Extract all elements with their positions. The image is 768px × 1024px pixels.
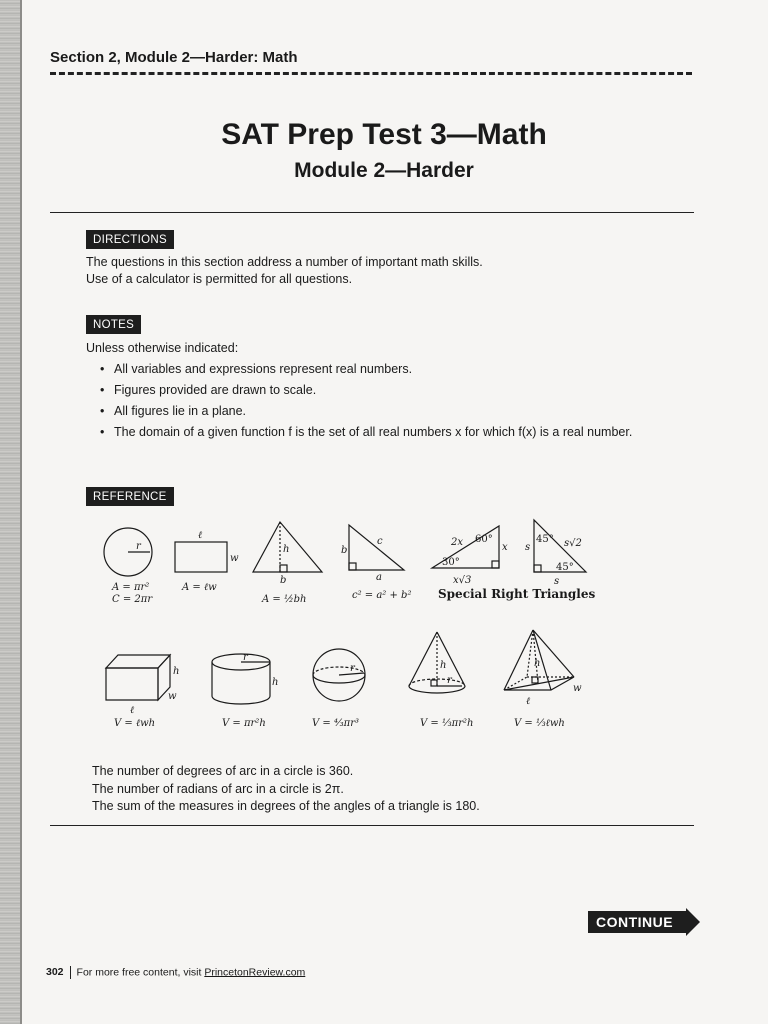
footer-link[interactable]: PrincetonReview.com bbox=[204, 966, 306, 979]
top-rule bbox=[50, 212, 694, 213]
box-volume-formula: V = ℓwh bbox=[114, 718, 156, 729]
tri-area-formula: A = ½bh bbox=[262, 594, 307, 605]
pyramid-volume-formula: V = ⅓ℓwh bbox=[514, 718, 565, 729]
note-item: • All variables and expressions represent real numbers. bbox=[100, 361, 634, 378]
page-subtitle: Module 2—Harder bbox=[294, 159, 474, 182]
rect-area-formula: A = ℓw bbox=[182, 582, 217, 593]
rt-a-label: a bbox=[376, 572, 382, 583]
special-triangles-label: Special Right Triangles bbox=[438, 587, 596, 601]
sphere-figure bbox=[313, 649, 365, 701]
notes-tag: NOTES bbox=[86, 315, 141, 334]
tri45-45-bottom-label: 45° bbox=[556, 562, 574, 573]
rt-c-label: c bbox=[377, 536, 383, 547]
tri45-s-label: s bbox=[525, 542, 531, 553]
tri45-45-top-label: 45° bbox=[536, 534, 554, 545]
note-item: • Figures provided are drawn to scale. bbox=[100, 382, 634, 399]
continue-button[interactable] bbox=[588, 908, 700, 936]
directions-line-1: The questions in this section address a number of important math skills. bbox=[86, 255, 483, 269]
continue-label: CONTINUE bbox=[596, 914, 674, 930]
tri30-x-label: x bbox=[502, 542, 508, 553]
tri-h-label: h bbox=[283, 544, 290, 555]
rect-l-label: ℓ bbox=[198, 530, 203, 541]
page-number: 302 bbox=[46, 966, 64, 979]
cone-r-label: r bbox=[447, 675, 452, 686]
rt-b-label: b bbox=[341, 545, 348, 556]
page-footer bbox=[46, 966, 305, 979]
directions-line-2: Use of a calculator is permitted for all questions. bbox=[86, 272, 353, 286]
tri30-60-label: 60° bbox=[475, 534, 493, 545]
circle-circumference-formula: C = 2πr bbox=[112, 594, 153, 605]
note-item: • The domain of a given function f is the set of all real numbers x for which f(x) is a real number. bbox=[100, 424, 634, 441]
fact-line: The number of radians of arc in a circle is 2π. bbox=[92, 781, 344, 796]
circle-r-label: r bbox=[136, 541, 141, 552]
right-triangle-figure bbox=[349, 525, 404, 570]
cone-figure bbox=[409, 632, 465, 693]
sphere-volume-formula: V = ⁴⁄₃πr³ bbox=[312, 718, 360, 729]
section-header: Section 2, Module 2—Harder: Math bbox=[50, 49, 298, 66]
tri45-sroot2-label: s√2 bbox=[564, 538, 582, 549]
fact-line: The number of degrees of arc in a circle is 360. bbox=[92, 764, 354, 778]
fact-line: The sum of the measures in degrees of the angles of a triangle is 180. bbox=[92, 799, 480, 813]
cylinder-figure bbox=[212, 654, 270, 704]
box-l-label: ℓ bbox=[130, 705, 135, 716]
notes-intro: Unless otherwise indicated: bbox=[86, 341, 239, 355]
box-h-label: h bbox=[173, 666, 180, 677]
notes-list bbox=[100, 361, 634, 445]
cylinder-volume-formula: V = πr²h bbox=[222, 718, 266, 729]
rect-w-label: w bbox=[230, 553, 239, 564]
tri30-xroot3-label: x√3 bbox=[453, 575, 472, 586]
box-figure bbox=[106, 655, 170, 700]
reference-facts bbox=[92, 763, 480, 816]
header-dashed-divider bbox=[50, 72, 692, 75]
note-item: • All figures lie in a plane. bbox=[100, 403, 634, 420]
tri45-s-bottom-label: s bbox=[554, 576, 560, 587]
page-title: SAT Prep Test 3—Math bbox=[221, 118, 547, 151]
pyr-l-label: ℓ bbox=[526, 696, 531, 707]
pyr-w-label: w bbox=[573, 683, 582, 694]
reference-tag: REFERENCE bbox=[86, 487, 174, 506]
cyl-r-label: r bbox=[243, 652, 248, 663]
pyr-h-label: h bbox=[534, 658, 541, 669]
pythagorean-formula: c² = a² + b² bbox=[352, 590, 412, 601]
cyl-h-label: h bbox=[272, 677, 279, 688]
directions-tag: DIRECTIONS bbox=[86, 230, 174, 249]
reference-figures bbox=[86, 510, 606, 740]
cone-h-label: h bbox=[440, 660, 447, 671]
circle-area-formula: A = πr² bbox=[112, 582, 150, 593]
footer-text: For more free content, visit bbox=[76, 966, 205, 979]
rectangle-figure bbox=[175, 542, 227, 572]
tri-b-label: b bbox=[280, 575, 287, 586]
tri30-30-label: 30° bbox=[442, 557, 460, 568]
scan-edge bbox=[0, 0, 22, 1024]
sphere-r-label: r bbox=[350, 663, 355, 674]
tri30-2x-label: 2x bbox=[451, 537, 464, 548]
cone-volume-formula: V = ⅓πr²h bbox=[420, 718, 474, 729]
bottom-rule bbox=[50, 825, 694, 826]
box-w-label: w bbox=[168, 691, 177, 702]
